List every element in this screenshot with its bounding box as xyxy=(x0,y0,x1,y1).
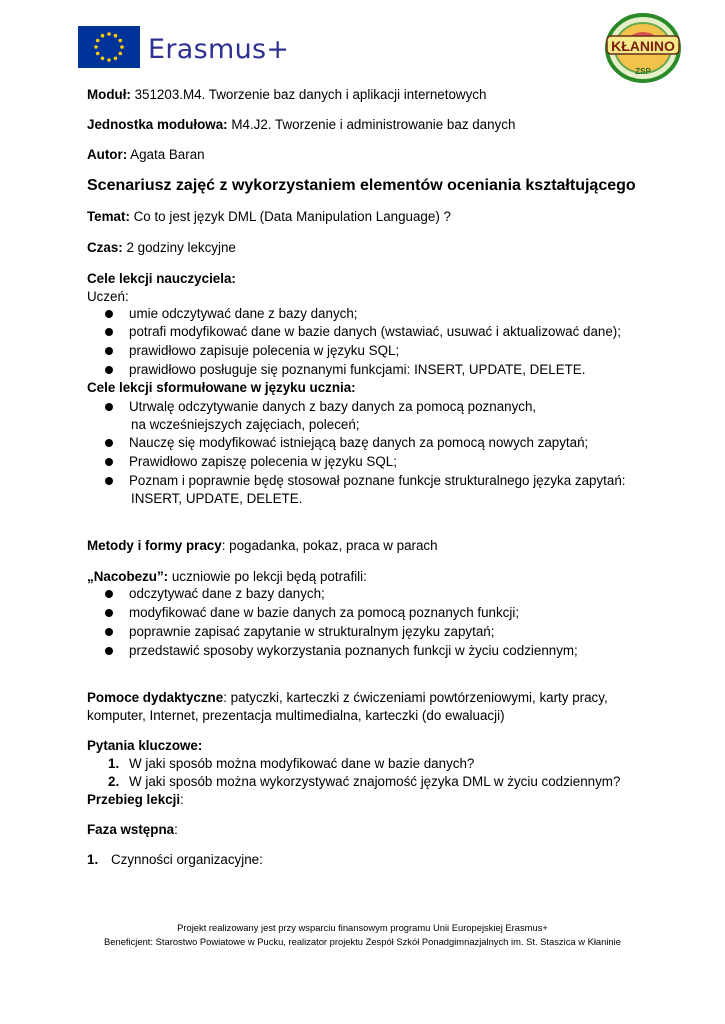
autor-label: Autor: xyxy=(87,147,128,162)
jednostka-line xyxy=(87,116,515,134)
eu-flag-icon xyxy=(78,26,140,68)
bullet-icon xyxy=(105,590,113,598)
list-item: potrafi modyfikować dane w bazie danych (wstawiać, usuwać i aktualizować dane); xyxy=(129,324,621,339)
erasmus-wordmark: Erasmus+ xyxy=(148,33,290,65)
pomoce-label: Pomoce dydaktyczne xyxy=(87,690,224,705)
list-item: W jaki sposób można modyfikować dane w bazie danych? xyxy=(129,756,475,771)
przebieg-colon: : xyxy=(180,792,184,807)
list-item: Poznam i poprawnie będę stosował poznane funkcje strukturalnego języka zapytań: xyxy=(129,473,626,488)
autor-line xyxy=(87,146,205,164)
list-item: Utrwalę odczytywanie danych z bazy danych za pomocą poznanych, xyxy=(129,399,537,414)
pomoce-value: : patyczki, karteczki z ćwiczeniami powtórzeniowymi, karty pracy, xyxy=(223,690,608,705)
svg-text:KŁANINO: KŁANINO xyxy=(611,38,675,54)
list-number: 1. xyxy=(87,852,99,867)
cele-ucznia-heading: Cele lekcji sformułowane w języku ucznia: xyxy=(87,380,356,395)
jednostka-label: Jednostka modułowa: xyxy=(87,117,228,132)
metody-line xyxy=(87,537,438,555)
metody-value: : pogadanka, pokaz, praca w parach xyxy=(221,538,438,553)
list-item: Prawidłowo zapiszę polecenia w języku SQL; xyxy=(129,454,397,469)
czas-label: Czas: xyxy=(87,240,123,255)
nacobezu-line xyxy=(87,568,367,586)
list-item: poprawnie zapisać zapytanie w strukturalnym języku zapytań; xyxy=(129,624,495,639)
pomoce-line-2: komputer, Internet, prezentacja multimedialna, karteczki (do ewaluacji) xyxy=(87,708,505,723)
list-item: odczytywać dane z bazy danych; xyxy=(129,586,325,601)
bullet-icon xyxy=(105,366,113,374)
temat-value: Co to jest język DML (Data Manipulation Language) ? xyxy=(129,209,451,224)
przebieg-line xyxy=(87,791,184,809)
faza-colon: : xyxy=(174,822,178,837)
cele-nauczyciela-intro: Uczeń: xyxy=(87,289,129,304)
svg-text:ZSP: ZSP xyxy=(635,67,651,76)
temat-line xyxy=(87,208,451,226)
jednostka-value: M4.J2. Tworzenie i administrowanie baz danych xyxy=(227,117,516,132)
czas-value: 2 godziny lekcyjne xyxy=(122,240,236,255)
bullet-icon xyxy=(105,403,113,411)
footer-line-1: Projekt realizowany jest przy wsparciu finansowym programu Unii Europejskiej Erasmus+ xyxy=(177,922,548,933)
bullet-icon xyxy=(105,347,113,355)
czynnosci-line: Czynności organizacyjne: xyxy=(111,852,263,867)
temat-label: Temat: xyxy=(87,209,130,224)
cele-nauczyciela-heading: Cele lekcji nauczyciela: xyxy=(87,271,236,286)
bullet-icon xyxy=(105,609,113,617)
page-title: Scenariusz zajęć z wykorzystaniem elementów oceniania kształtującego xyxy=(87,177,636,194)
footer-line-2: Beneficjent: Starostwo Powiatowe w Pucku, realizator projektu Zespół Szkół Ponadgimnazjalnych im. St. Staszica w Kłaninie xyxy=(104,936,621,947)
bullet-icon xyxy=(105,647,113,655)
bullet-icon xyxy=(105,628,113,636)
bullet-icon xyxy=(105,328,113,336)
bullet-icon xyxy=(105,439,113,447)
nacobezu-label: „Nacobezu”: xyxy=(87,569,169,584)
faza-label: Faza wstępna xyxy=(87,822,175,837)
przebieg-label: Przebieg lekcji xyxy=(87,792,181,807)
list-item: modyfikować dane w bazie danych za pomocą poznanych funkcji; xyxy=(129,605,520,620)
erasmus-logo xyxy=(78,26,289,68)
list-item-continuation: na wcześniejszych zajęciach, poleceń; xyxy=(131,417,360,432)
nacobezu-value: uczniowie po lekcji będą potrafili: xyxy=(168,569,367,584)
pytania-heading: Pytania kluczowe: xyxy=(87,738,203,753)
metody-label: Metody i formy pracy xyxy=(87,538,222,553)
list-item: prawidłowo zapisuje polecenia w języku SQL; xyxy=(129,343,400,358)
modul-label: Moduł: xyxy=(87,87,131,102)
list-item: Nauczę się modyfikować istniejącą bazę danych za pomocą nowych zapytań; xyxy=(129,435,589,450)
list-number: 2. xyxy=(108,774,120,789)
modul-line xyxy=(87,86,486,104)
list-number: 1. xyxy=(108,756,120,771)
czas-line xyxy=(87,239,236,257)
bullet-icon xyxy=(105,458,113,466)
list-item-continuation: INSERT, UPDATE, DELETE. xyxy=(131,491,303,506)
list-item: prawidłowo posługuje się poznanymi funkcjami: INSERT, UPDATE, DELETE. xyxy=(129,362,586,377)
list-item: przedstawić sposoby wykorzystania poznanych funkcji w życiu codziennym; xyxy=(129,643,578,658)
list-item: W jaki sposób można wykorzystywać znajomość języka DML w życiu codziennym? xyxy=(129,774,621,789)
list-item: umie odczytywać dane z bazy danych; xyxy=(129,306,358,321)
bullet-icon xyxy=(105,477,113,485)
autor-value: Agata Baran xyxy=(127,147,205,162)
modul-value: 351203.M4. Tworzenie baz danych i aplikacji internetowych xyxy=(130,87,487,102)
pomoce-line xyxy=(87,689,608,707)
faza-line xyxy=(87,821,178,839)
school-logo xyxy=(603,12,683,84)
bullet-icon xyxy=(105,310,113,318)
